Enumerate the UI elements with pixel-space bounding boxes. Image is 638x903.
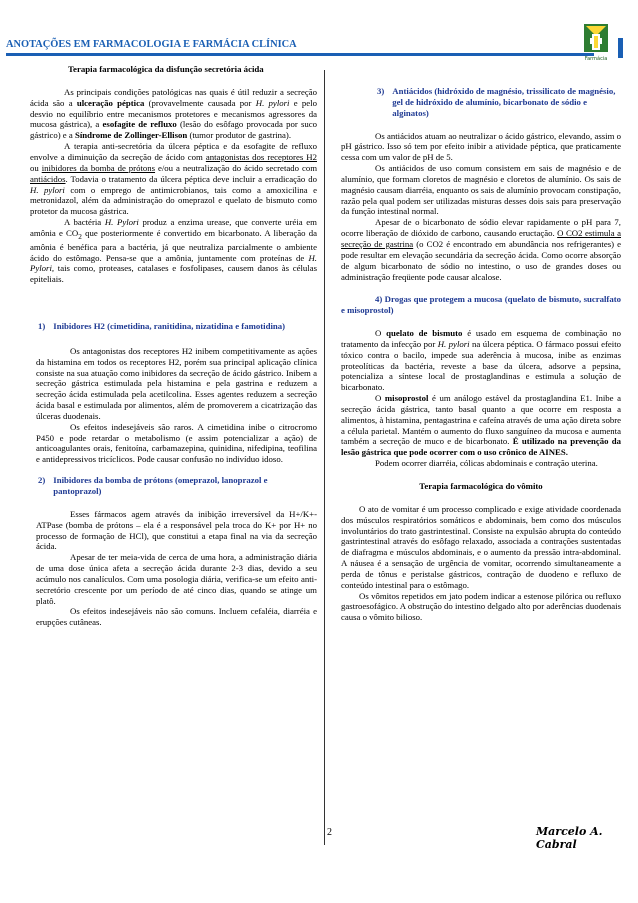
left-paragraph-7: Apesar de ter meia-vida de cerca de uma hora, a administração diária de uma dose única afeta a secreção ácida durante 2-3 dias, devido a seu acúmulo nos canalículos. Com uma posologia diária, verifica-se um efeito anti-secretório crescente por um período de até cinco dias, quando se atinge um platô. [36,552,317,606]
column-divider [324,70,325,845]
right-paragraph-3: Apesar de o bicarbonato de sódio elevar rapidamente o pH para 7, ocorre liberação de dióxido de carbono, causando eructação. O CO2 estimula a secreção de gastrina (o CO2 é encontrado em abundância nos refrigerantes) e pode resultar em elevação secundária da secreção ácida. Como ocorre absorção de algum bicarbonato de sódio no intestino, o uso de grandes doses ou administração freqüente pode causar alcalose. [341,217,622,282]
left-column [30,64,317,628]
pharmacy-logo [582,22,610,62]
list-item-ppi: 2) Inibidores da bomba de prótons (omeprazol, lanoprazol e pantoprazol) [38,475,268,497]
list-item-h2-inhibitors: 1) Inibidores H2 (cimetidina, ranitidina, nizatidina e famotidina) [38,321,286,332]
author-signature: Marcelo A. Cabral [536,825,603,851]
section-title-acid: Terapia farmacológica da disfunção secretória ácida [68,64,264,74]
right-paragraph-1: Os antiácidos atuam ao neutralizar o ácido gástrico, elevando, assim o pH gástrico. Isso só tem por efeito inibir a atividade péptica, que praticamente cessa com um valor de pH de 5. [341,130,621,163]
right-paragraph-7: O ato de vomitar é um processo complicado e exige atividade coordenada dos músculos respiratórios somáticos e abdominais, bem como dos músculos involuntários do trato gastrintestinal. Consiste na expulsão abrupta do conteúdo gastrintestinal através do esôfago relaxado, associada a contrações sustentadas de diafragma e músculos abdominais, e o aumento da pressão intra-abdominal. A náusea é a sensação de urgência de vomitar, ocorrendo simultaneamente a perda de tônus e peristalse gástricos, contração de duodeno e refluxo de conteúdo intestinal para o estômago. [341,503,621,590]
running-header-title: ANOTAÇÕES EM FARMACOLOGIA E FARMÁCIA CLÍNICA [6,39,297,50]
right-paragraph-4: O quelato de bismuto é usado em esquema de combinação no tratamento da infecção por H. pylori na úlcera péptica. O fármaco possui efeito tóxico contra o bacilo, impede sua aderência à mucosa, inibe as enzimas proteolíticas da bactéria, reveste a base da úlcera, adsorve a pepsina, potencializa a síntese local de prostaglandinas e estimula a solução de bicarbonato. [341,328,622,393]
right-column [341,86,621,623]
right-paragraph-6: Podem ocorrer diarréia, cólicas abdominais e contração uterina. [375,458,598,469]
left-paragraph-8: Os efeitos indesejáveis não são comuns. Incluem cefaléia, diarréia e erupções cutâneas. [36,606,317,628]
page-number: 2 [327,827,332,838]
section-title-vomiting: Terapia farmacológica do vômito [419,481,543,491]
left-paragraph-4: Os antagonistas dos receptores H2 inibem competitivamente as ações da histamina em todos os receptores H2, porém sua principal aplicação clínica consiste na sua atuação como inibidores da secreção de ácido gástrico. Inibem a secreção gástrica estimulada pela histamina e pela gastrina e reduzem a secreção ácida estimulada pela acetilcolina. Esses agentes reduzem a secreção ácida basal e estimulada por alimentos, além de promoverem a cicatrização das úlceras duodenais. [36,345,317,421]
header-side-marker [618,38,623,58]
header-rule [6,53,594,56]
list-item-antacids: 3) Antiácidos (hidróxido de magnésio, trissilicato de magnésio, gel de hidróxido de alumínio, bicarbonato de sódio e alginatos) [377,86,616,118]
list-item-mucosa-protectors: 4) Drogas que protegem a mucosa (quelato de bismuto, sucralfato e misoprostol) [341,294,621,316]
left-paragraph-3: A bactéria H. Pylori produz a enzima urease, que converte uréia em amônia e $CO_2$ que posteriormente é convertido em bicarbonato. A liberação da amônia é benéfica para a bactéria, já que neutraliza parcialmente o ambiente ácido do estômago. Pensa-se que a amônia, juntamente com proteínas de H. Pylori, tais como, proteases, catalases e fosfolipases, causem danos às células epiteliais. [30,217,317,285]
right-paragraph-5: O misoprostol é um análogo estável da prostaglandina E1. Inibe a secreção ácida gástrica, tanto basal quanto a que ocorre em resposta a alimentos, à histamina, pentagastrina e cafeína através de uma ação direta sobre a célula parietal. Mantém o aumento do fluxo sanguíneo da mucosa e aumenta também a secreção de muco e de bicarbonato. É utilizado na prevenção da lesão gástrica que pode ocorrer com o uso crônico de AINES. [341,393,621,458]
right-paragraph-2: Os antiácidos de uso comum consistem em sais de magnésio e de alumínio, que formam cloretos de magnésio e cloretos de alumínio. Os sais de magnésio causam diarréia, enquanto os sais de alumínio provocam constipação, razão pela qual podem ser utilizadas misturas desses dois sais para preservação da função intestinal normal. [341,163,621,217]
left-paragraph-6: Esses fármacos agem através da inibição irreversível da H+/K+-ATPase (bomba de prótons – ela é a responsável pela troca do K+ por H+ no processo de formação de HCl), que constitui a etapa final na via da secreção ácida. [36,508,317,552]
left-paragraph-5: Os efeitos indesejáveis são raros. A cimetidina inibe o citrocromo P450 e pode retardar o metabolismo (e assim potencializar a ação) de anticoagulantes orais, fenitoína, carbamazepina, quinidina, nifedipina, teofilina e antidepressivos tricíclicos. Pode causar confusão no indivíduo idoso. [36,421,317,465]
right-paragraph-8: Os vômitos repetidos em jato podem indicar a estenose pilórica ou refluxo gastroesofágico. A obstrução do intestino delgado alto por aderências duodenais causa o vômito bilioso. [341,590,621,623]
left-paragraph-2: A terapia anti-secretória da úlcera péptica e da esofagite de refluxo envolve a diminuição da secreção de ácido com antagonistas dos receptores H2 ou inibidores da bomba de prótons e/ou a neutralização do ácido secretado com antiácidos. Todavia o tratamento da úlcera péptica deve incluir a erradicação do H. pylori com o emprego de antimicrobianos, tais como a amoxicilina e metronidazol, além da administração do omeprazol e quelato de bismuto como protetor da mucosa gástrica. [30,141,318,217]
left-paragraph-1: As principais condições patológicas nas quais é útil reduzir a secreção ácida são a ulceração péptica (provavelmente causada por H. pylori e pelo desvio no equilíbrio entre mecanismos protetores e mecanismos agressores da mucosa gástrica), a esofagite de refluxo (lesão do esôfago provocada por suco gástrico) e a Síndrome de Zollinger-Ellison (tumor produtor de gastrina). [30,86,318,141]
logo-caption: Farmácia [584,56,608,62]
